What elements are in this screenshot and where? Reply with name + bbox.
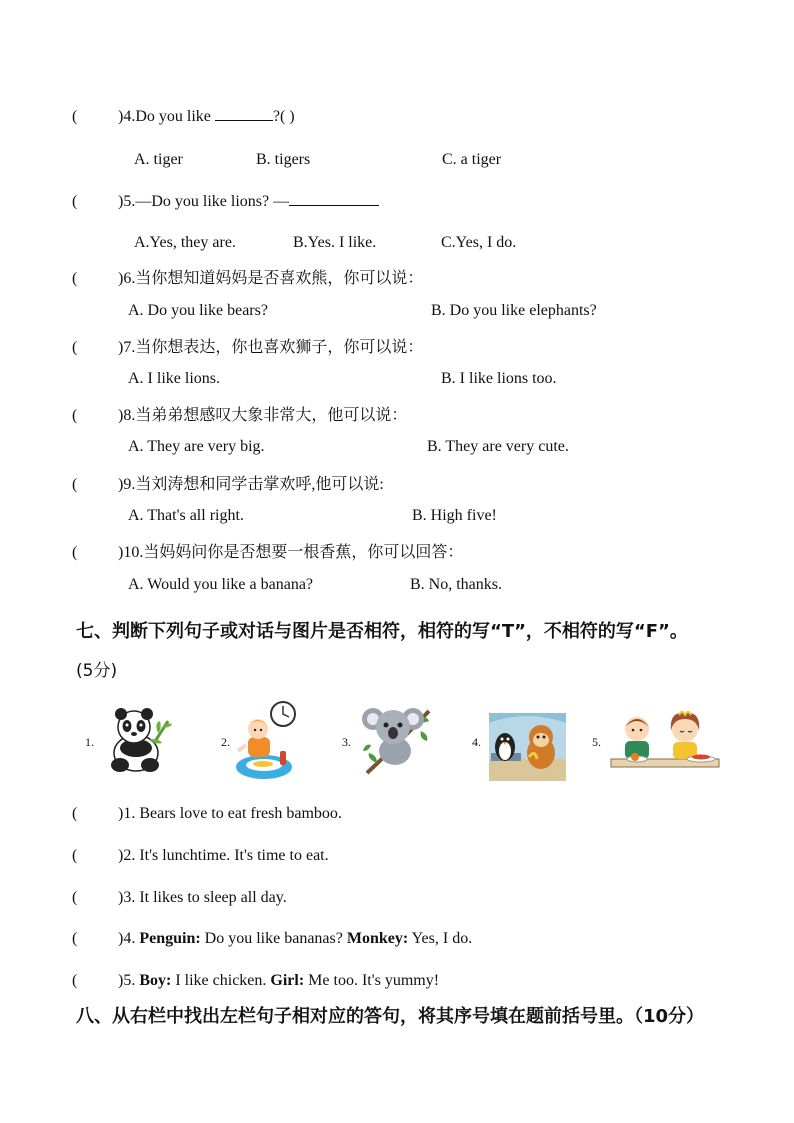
- answer-paren[interactable]: (: [72, 193, 78, 210]
- q5-option-c: C.Yes, I do.: [441, 234, 517, 251]
- judge-item-1: [72, 805, 342, 823]
- q7-option-a: A. I like lions.: [128, 370, 220, 387]
- q9-option-a: A. That's all right.: [128, 507, 244, 524]
- judge-item-3: [72, 889, 287, 907]
- speaker-monkey: Monkey:: [346, 930, 409, 947]
- question-text: )9.当刘涛想和同学击掌欢呼,他可以说:: [118, 476, 384, 493]
- question-text: )5.—Do you like lions? —: [118, 193, 290, 210]
- item-text: )1. Bears love to eat fresh bamboo.: [118, 805, 342, 822]
- question-6: [72, 265, 423, 288]
- q5-option-a: A.Yes, they are.: [134, 234, 236, 251]
- panda-picture: [106, 703, 172, 775]
- question-tail: ?( ): [272, 108, 295, 125]
- picture-number-1: 1.: [85, 735, 94, 749]
- question-text: )10.当妈妈问你是否想要一根香蕉，你可以回答：: [118, 544, 464, 561]
- question-text: )4.Do you like: [118, 108, 211, 125]
- judge-item-4: [72, 930, 472, 948]
- answer-paren[interactable]: (: [72, 270, 78, 287]
- q4-option-b: B. tigers: [256, 151, 311, 168]
- item-number: )5.: [118, 972, 140, 989]
- q6-option-b: B. Do you like elephants?: [431, 302, 597, 319]
- q5-option-b: B.Yes. I like.: [293, 234, 377, 251]
- penguin-monkey-picture: [489, 713, 566, 781]
- item-text: Me too. It's yummy!: [304, 972, 440, 989]
- question-10: [72, 539, 463, 562]
- question-text: )8.当弟弟想感叹大象非常大，他可以说：: [118, 407, 408, 424]
- picture-number-5: 5.: [592, 735, 601, 749]
- question-text: )7.当你想表达，你也喜欢狮子，你可以说：: [118, 339, 424, 356]
- question-8: [72, 402, 407, 425]
- item-number: )4.: [118, 930, 140, 947]
- q9-option-b: B. High five!: [412, 507, 497, 524]
- picture-number-2: 2.: [221, 735, 230, 749]
- q8-option-a: A. They are very big.: [128, 438, 265, 455]
- question-text: )6.当你想知道妈妈是否喜欢熊，你可以说：: [118, 270, 424, 287]
- blank-line[interactable]: [215, 120, 273, 121]
- question-7: [72, 334, 423, 357]
- answer-paren[interactable]: (: [72, 544, 78, 561]
- item-text: )2. It's lunchtime. It's time to eat.: [118, 847, 329, 864]
- speaker-boy: Boy:: [139, 972, 172, 989]
- item-text: )3. It likes to sleep all day.: [118, 889, 287, 906]
- lunchtime-picture: [228, 701, 298, 783]
- answer-paren[interactable]: (: [72, 476, 78, 493]
- answer-paren[interactable]: (: [72, 339, 78, 356]
- answer-paren[interactable]: (: [72, 930, 78, 947]
- picture-number-4: 4.: [472, 735, 481, 749]
- boy-girl-eating-picture: [609, 711, 721, 771]
- q6-option-a: A. Do you like bears?: [128, 302, 268, 319]
- answer-paren[interactable]: (: [72, 805, 78, 822]
- item-text: Yes, I do.: [408, 930, 473, 947]
- judge-item-5: [72, 972, 439, 990]
- speaker-girl: Girl:: [270, 972, 305, 989]
- koala-picture: [357, 701, 433, 777]
- item-text: I like chicken.: [171, 972, 271, 989]
- section-7-title: 七、判断下列句子或对话与图片是否相符，相符的写“T”，不相符的写“F”。: [76, 621, 688, 642]
- answer-paren[interactable]: (: [72, 407, 78, 424]
- q10-option-a: A. Would you like a banana?: [128, 576, 314, 593]
- q10-option-b: B. No, thanks.: [410, 576, 502, 593]
- question-5: [72, 193, 379, 211]
- judge-item-2: [72, 847, 329, 865]
- picture-number-3: 3.: [342, 735, 351, 749]
- blank-line[interactable]: [289, 205, 379, 206]
- section-8-title: 八、从右栏中找出左栏句子相对应的答句，将其序号填在题前括号里。（10分）: [76, 1006, 705, 1027]
- answer-paren[interactable]: (: [72, 972, 78, 989]
- q4-option-a: A. tiger: [134, 151, 183, 168]
- speaker-penguin: Penguin:: [139, 930, 201, 947]
- item-text: Do you like bananas?: [200, 930, 347, 947]
- q7-option-b: B. I like lions too.: [441, 370, 557, 387]
- answer-paren[interactable]: (: [72, 108, 78, 125]
- question-4: [72, 108, 295, 126]
- answer-paren[interactable]: (: [72, 889, 78, 906]
- section-7-score: (5分): [76, 661, 118, 681]
- answer-paren[interactable]: (: [72, 847, 78, 864]
- q8-option-b: B. They are very cute.: [427, 438, 569, 455]
- question-9: [72, 471, 384, 494]
- q4-option-c: C. a tiger: [442, 151, 502, 168]
